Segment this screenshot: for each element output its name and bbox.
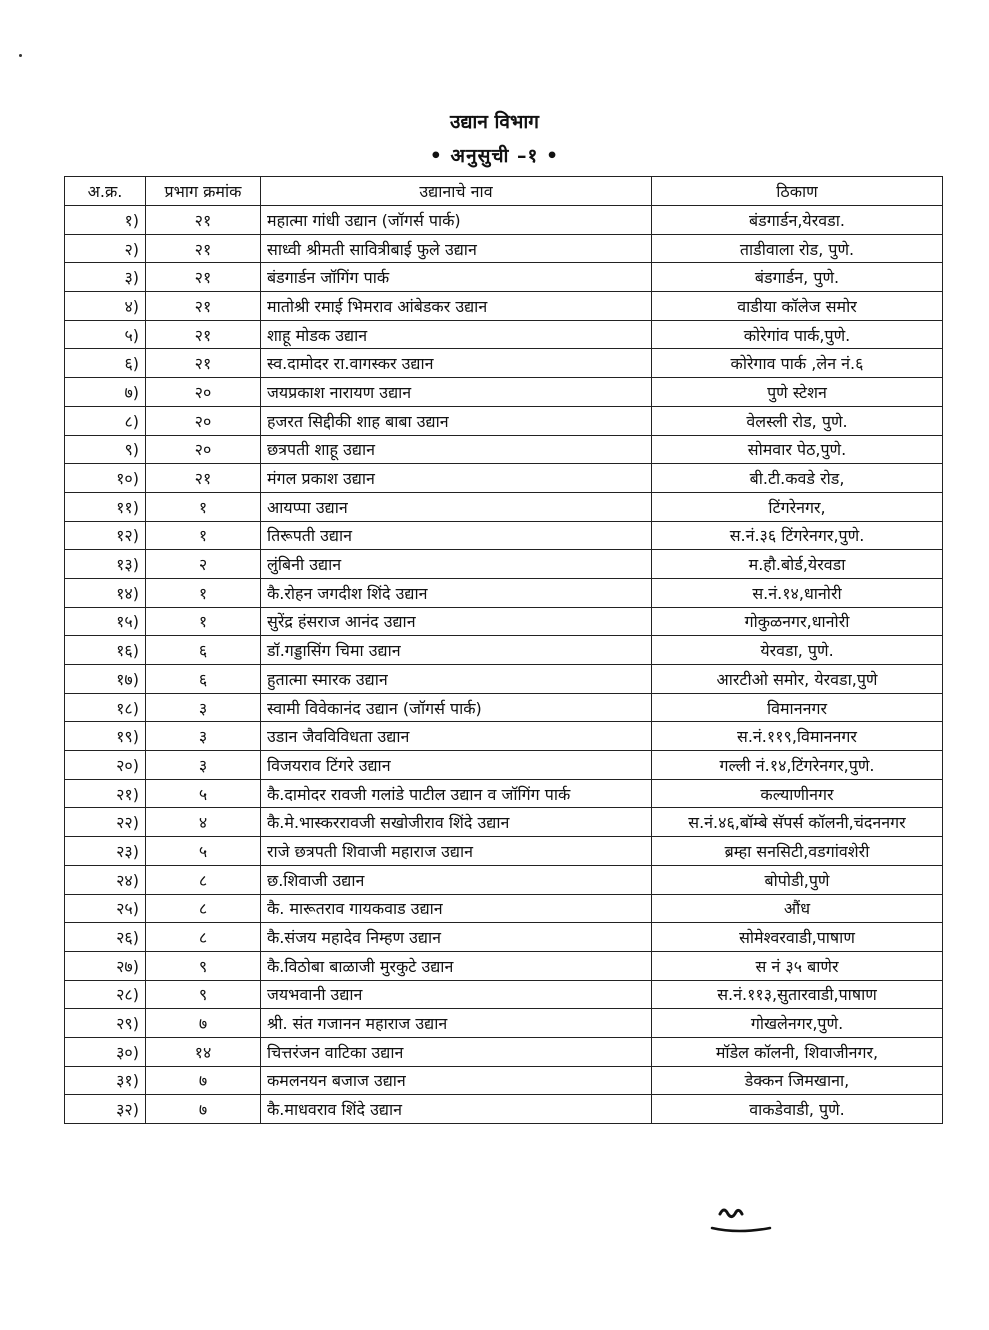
row-garden-name: कै.संजय महादेव निम्हण उद्यान: [261, 923, 652, 952]
row-garden-name: शाहू मोडक उद्यान: [261, 320, 652, 349]
row-location: स.नं.११३,सुतारवाडी,पाषाण: [652, 980, 943, 1009]
row-serial: ३१): [65, 1066, 146, 1095]
row-garden-name: राजे छत्रपती शिवाजी महाराज उद्यान: [261, 837, 652, 866]
scan-speck: [19, 54, 22, 57]
table-row: [65, 1037, 943, 1066]
row-ward: ८: [146, 865, 261, 894]
row-ward: २१: [146, 464, 261, 493]
table-row: [65, 808, 943, 837]
row-location: स.नं.१४,धानोरी: [652, 578, 943, 607]
row-ward: १४: [146, 1037, 261, 1066]
row-serial: १०): [65, 464, 146, 493]
row-location: स.नं.४६,बॉम्बे सॅपर्स कॉलनी,चंदननगर: [652, 808, 943, 837]
row-ward: २०: [146, 406, 261, 435]
row-garden-name: हुतात्मा स्मारक उद्यान: [261, 665, 652, 694]
table-row: [65, 406, 943, 435]
row-location: गोकुळनगर,धानोरी: [652, 607, 943, 636]
row-location: सोमेश्वरवाडी,पाषाण: [652, 923, 943, 952]
row-location: वाकडेवाडी, पुणे.: [652, 1095, 943, 1124]
row-serial: १७): [65, 665, 146, 694]
row-location: विमाननगर: [652, 693, 943, 722]
column-header-location: ठिकाण: [652, 177, 943, 206]
row-ward: २१: [146, 263, 261, 292]
table-row: [65, 349, 943, 378]
row-ward: ३: [146, 751, 261, 780]
row-location: डेक्कन जिमखाना,: [652, 1066, 943, 1095]
row-location: बी.टी.कवडे रोड,: [652, 464, 943, 493]
table-row: [65, 292, 943, 321]
table-row: [65, 378, 943, 407]
row-garden-name: स्व.दामोदर रा.वागस्कर उद्यान: [261, 349, 652, 378]
row-ward: ३: [146, 722, 261, 751]
table-row: [65, 837, 943, 866]
row-serial: ६): [65, 349, 146, 378]
row-garden-name: कै.दामोदर रावजी गलांडे पाटील उद्यान व जॉगिंग पार्क: [261, 779, 652, 808]
gardens-table: [64, 176, 943, 1124]
row-garden-name: महात्मा गांधी उद्यान (जॉगर्स पार्क): [261, 206, 652, 235]
row-serial: १२): [65, 521, 146, 550]
row-serial: ७): [65, 378, 146, 407]
row-serial: २१): [65, 779, 146, 808]
row-ward: १: [146, 578, 261, 607]
table-row: [65, 693, 943, 722]
row-ward: ७: [146, 1066, 261, 1095]
row-garden-name: विजयराव टिंगरे उद्यान: [261, 751, 652, 780]
row-serial: ९): [65, 435, 146, 464]
row-serial: ३): [65, 263, 146, 292]
row-serial: १९): [65, 722, 146, 751]
row-ward: २०: [146, 435, 261, 464]
table-row: [65, 1009, 943, 1038]
table-row: [65, 894, 943, 923]
row-serial: २५): [65, 894, 146, 923]
row-garden-name: कमलनयन बजाज उद्यान: [261, 1066, 652, 1095]
row-ward: २: [146, 550, 261, 579]
row-location: आरटीओ समोर, येरवडा,पुणे: [652, 665, 943, 694]
row-location: ब्रम्हा सनसिटी,वडगांवशेरी: [652, 837, 943, 866]
row-location: स.नं.३६ टिंगरेनगर,पुणे.: [652, 521, 943, 550]
page-title: उद्यान विभाग: [450, 111, 539, 133]
table-row: [65, 665, 943, 694]
row-garden-name: श्री. संत गजानन महाराज उद्यान: [261, 1009, 652, 1038]
row-garden-name: कै.मे.भास्कररावजी सखोजीराव शिंदे उद्यान: [261, 808, 652, 837]
row-garden-name: हजरत सिद्दीकी शाह बाबा उद्यान: [261, 406, 652, 435]
row-ward: १: [146, 521, 261, 550]
row-ward: ३: [146, 693, 261, 722]
table-row: [65, 1095, 943, 1124]
row-garden-name: उडान जैवविविधता उद्यान: [261, 722, 652, 751]
row-location: कोरेगांव पार्क,पुणे.: [652, 320, 943, 349]
row-garden-name: कै. मारूतराव गायकवाड उद्यान: [261, 894, 652, 923]
row-location: कल्याणीनगर: [652, 779, 943, 808]
table-row: [65, 550, 943, 579]
page-subtitle: • अनुसुची –१ •: [429, 145, 560, 167]
row-serial: ३२): [65, 1095, 146, 1124]
row-ward: १: [146, 492, 261, 521]
row-ward: २१: [146, 234, 261, 263]
row-garden-name: स्वामी विवेकानंद उद्यान (जॉगर्स पार्क): [261, 693, 652, 722]
row-ward: ५: [146, 837, 261, 866]
row-serial: २३): [65, 837, 146, 866]
row-ward: २०: [146, 378, 261, 407]
row-location: टिंगरेनगर,: [652, 492, 943, 521]
table-header-row: [65, 177, 943, 206]
row-location: स नं ३५ बाणेर: [652, 951, 943, 980]
table-row: [65, 779, 943, 808]
row-ward: २१: [146, 292, 261, 321]
row-ward: २१: [146, 320, 261, 349]
row-ward: ६: [146, 665, 261, 694]
row-serial: ३०): [65, 1037, 146, 1066]
row-garden-name: बंडगार्डन जॉगिंग पार्क: [261, 263, 652, 292]
row-serial: १८): [65, 693, 146, 722]
table-body: [65, 206, 943, 1124]
table-row: [65, 951, 943, 980]
row-serial: १३): [65, 550, 146, 579]
table-row: [65, 263, 943, 292]
row-serial: ८): [65, 406, 146, 435]
row-location: वेलस्ली रोड, पुणे.: [652, 406, 943, 435]
row-location: मॉडेल कॉलनी, शिवाजीनगर,: [652, 1037, 943, 1066]
table-row: [65, 607, 943, 636]
row-serial: १): [65, 206, 146, 235]
row-garden-name: मातोश्री रमाई भिमराव आंबेडकर उद्यान: [261, 292, 652, 321]
table-row: [65, 923, 943, 952]
row-garden-name: कै.माधवराव शिंदे उद्यान: [261, 1095, 652, 1124]
row-location: सोमवार पेठ,पुणे.: [652, 435, 943, 464]
row-garden-name: कै.विठोबा बाळाजी मुरकुटे उद्यान: [261, 951, 652, 980]
row-serial: १६): [65, 636, 146, 665]
table-row: [65, 636, 943, 665]
row-garden-name: लुंबिनी उद्यान: [261, 550, 652, 579]
row-location: गोखलेनगर,पुणे.: [652, 1009, 943, 1038]
row-ward: ७: [146, 1095, 261, 1124]
row-location: कोरेगाव पार्क ,लेन नं.६: [652, 349, 943, 378]
row-location: ताडीवाला रोड, पुणे.: [652, 234, 943, 263]
table-row: [65, 206, 943, 235]
row-location: बोपोडी,पुणे: [652, 865, 943, 894]
row-serial: २४): [65, 865, 146, 894]
table-row: [65, 521, 943, 550]
row-location: बंडगार्डन, पुणे.: [652, 263, 943, 292]
table-row: [65, 464, 943, 493]
row-serial: १४): [65, 578, 146, 607]
row-location: येरवडा, पुणे.: [652, 636, 943, 665]
row-location: औंध: [652, 894, 943, 923]
row-garden-name: जयभवानी उद्यान: [261, 980, 652, 1009]
row-location: स.नं.११९,विमाननगर: [652, 722, 943, 751]
row-serial: २०): [65, 751, 146, 780]
column-header-garden-name: उद्यानाचे नाव: [261, 177, 652, 206]
row-garden-name: सुरेंद्र हंसराज आनंद उद्यान: [261, 607, 652, 636]
row-ward: ५: [146, 779, 261, 808]
table-row: [65, 578, 943, 607]
row-ward: ८: [146, 894, 261, 923]
row-garden-name: जयप्रकाश नारायण उद्यान: [261, 378, 652, 407]
signature-mark: [708, 1198, 778, 1238]
row-ward: २१: [146, 206, 261, 235]
row-ward: ७: [146, 1009, 261, 1038]
row-garden-name: चित्तरंजन वाटिका उद्यान: [261, 1037, 652, 1066]
row-serial: ११): [65, 492, 146, 521]
row-serial: २७): [65, 951, 146, 980]
row-garden-name: तिरूपती उद्यान: [261, 521, 652, 550]
table-row: [65, 722, 943, 751]
row-garden-name: मंगल प्रकाश उद्यान: [261, 464, 652, 493]
row-garden-name: साध्वी श्रीमती सावित्रीबाई फुले उद्यान: [261, 234, 652, 263]
row-garden-name: डॉ.गड्डासिंग चिमा उद्यान: [261, 636, 652, 665]
row-ward: २१: [146, 349, 261, 378]
row-serial: ५): [65, 320, 146, 349]
table-row: [65, 751, 943, 780]
row-serial: २९): [65, 1009, 146, 1038]
column-header-ward: प्रभाग क्रमांक: [146, 177, 261, 206]
row-location: वाडीया कॉलेज समोर: [652, 292, 943, 321]
row-serial: २२): [65, 808, 146, 837]
row-ward: ९: [146, 980, 261, 1009]
row-garden-name: छत्रपती शाहू उद्यान: [261, 435, 652, 464]
row-garden-name: छ.शिवाजी उद्यान: [261, 865, 652, 894]
row-location: म.हौ.बोर्ड,येरवडा: [652, 550, 943, 579]
row-serial: २८): [65, 980, 146, 1009]
row-ward: ९: [146, 951, 261, 980]
row-garden-name: कै.रोहन जगदीश शिंदे उद्यान: [261, 578, 652, 607]
row-location: गल्ली नं.१४,टिंगरेनगर,पुणे.: [652, 751, 943, 780]
row-ward: ६: [146, 636, 261, 665]
row-ward: १: [146, 607, 261, 636]
table-row: [65, 234, 943, 263]
table-row: [65, 435, 943, 464]
table-row: [65, 492, 943, 521]
row-ward: ८: [146, 923, 261, 952]
row-serial: २६): [65, 923, 146, 952]
row-serial: २): [65, 234, 146, 263]
column-header-serial: अ.क्र.: [65, 177, 146, 206]
row-serial: ४): [65, 292, 146, 321]
table-row: [65, 1066, 943, 1095]
table-row: [65, 320, 943, 349]
row-location: बंडगार्डन,येरवडा.: [652, 206, 943, 235]
row-location: पुणे स्टेशन: [652, 378, 943, 407]
row-serial: १५): [65, 607, 146, 636]
table-row: [65, 980, 943, 1009]
row-garden-name: आयप्पा उद्यान: [261, 492, 652, 521]
row-ward: ४: [146, 808, 261, 837]
table-row: [65, 865, 943, 894]
